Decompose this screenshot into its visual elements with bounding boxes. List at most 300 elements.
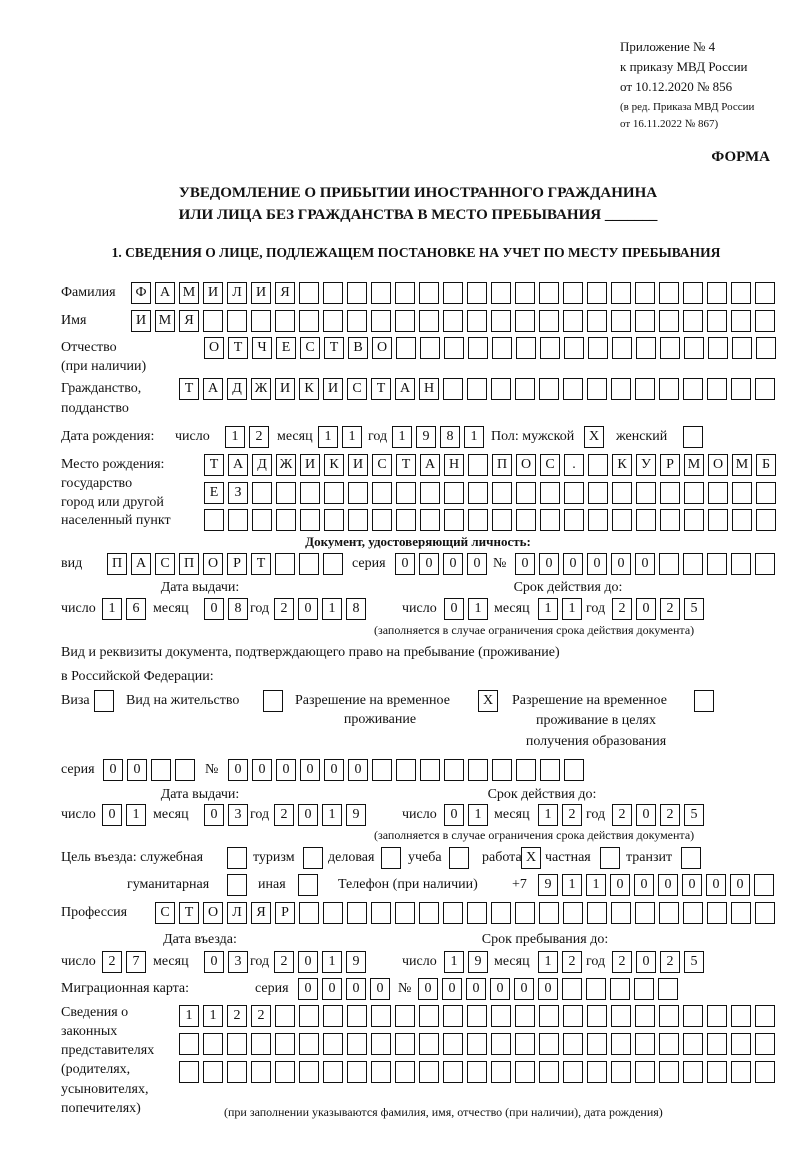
- char-cell[interactable]: У: [636, 454, 656, 476]
- char-cell[interactable]: [612, 509, 632, 531]
- char-cell[interactable]: [491, 282, 511, 304]
- char-cell[interactable]: [708, 509, 728, 531]
- representatives-row-1[interactable]: [179, 1005, 775, 1027]
- char-cell[interactable]: 0: [635, 553, 655, 575]
- char-cell[interactable]: Р: [227, 553, 247, 575]
- purpose-other-checkbox[interactable]: [298, 874, 318, 896]
- checkbox-cell[interactable]: [94, 690, 114, 712]
- char-cell[interactable]: 9: [346, 951, 366, 973]
- checkbox-cell[interactable]: [263, 690, 283, 712]
- representatives-row-2[interactable]: [179, 1033, 775, 1055]
- char-cell[interactable]: [275, 553, 295, 575]
- char-cell[interactable]: [300, 482, 320, 504]
- char-cell[interactable]: Ф: [131, 282, 151, 304]
- char-cell[interactable]: [420, 759, 440, 781]
- char-cell[interactable]: О: [372, 337, 392, 359]
- purpose-official-checkbox[interactable]: [227, 847, 247, 869]
- char-cell[interactable]: [419, 1033, 439, 1055]
- entry-year-field[interactable]: [274, 951, 366, 973]
- char-cell[interactable]: [468, 509, 488, 531]
- char-cell[interactable]: [371, 1005, 391, 1027]
- valid-month-field[interactable]: [538, 804, 582, 826]
- char-cell[interactable]: [660, 337, 680, 359]
- char-cell[interactable]: [227, 1033, 247, 1055]
- char-cell[interactable]: 0: [228, 759, 248, 781]
- char-cell[interactable]: Р: [660, 454, 680, 476]
- char-cell[interactable]: 1: [203, 1005, 223, 1027]
- char-cell[interactable]: [228, 509, 248, 531]
- char-cell[interactable]: 0: [730, 874, 750, 896]
- phone-field[interactable]: [538, 874, 774, 896]
- char-cell[interactable]: 2: [660, 598, 680, 620]
- char-cell[interactable]: 1: [538, 598, 558, 620]
- char-cell[interactable]: И: [203, 282, 223, 304]
- char-cell[interactable]: 2: [660, 804, 680, 826]
- char-cell[interactable]: [683, 378, 703, 400]
- char-cell[interactable]: [611, 1061, 631, 1083]
- char-cell[interactable]: [586, 978, 606, 1000]
- char-cell[interactable]: [323, 1061, 343, 1083]
- char-cell[interactable]: 0: [298, 978, 318, 1000]
- char-cell[interactable]: Я: [251, 902, 271, 924]
- char-cell[interactable]: [755, 282, 775, 304]
- char-cell[interactable]: 0: [443, 553, 463, 575]
- char-cell[interactable]: [635, 282, 655, 304]
- char-cell[interactable]: [300, 509, 320, 531]
- char-cell[interactable]: О: [203, 553, 223, 575]
- char-cell[interactable]: [468, 482, 488, 504]
- char-cell[interactable]: 2: [102, 951, 122, 973]
- char-cell[interactable]: [731, 282, 751, 304]
- char-cell[interactable]: П: [107, 553, 127, 575]
- char-cell[interactable]: [707, 378, 727, 400]
- char-cell[interactable]: [683, 310, 703, 332]
- char-cell[interactable]: [491, 902, 511, 924]
- char-cell[interactable]: [659, 553, 679, 575]
- char-cell[interactable]: И: [251, 282, 271, 304]
- char-cell[interactable]: [491, 378, 511, 400]
- migration-series-field[interactable]: [298, 978, 390, 1000]
- char-cell[interactable]: [467, 282, 487, 304]
- id-kind-field[interactable]: [107, 553, 343, 575]
- char-cell[interactable]: 0: [515, 553, 535, 575]
- checkbox-cell[interactable]: X: [584, 426, 604, 448]
- char-cell[interactable]: 5: [684, 598, 704, 620]
- char-cell[interactable]: 0: [466, 978, 486, 1000]
- char-cell[interactable]: [610, 978, 630, 1000]
- char-cell[interactable]: А: [395, 378, 415, 400]
- checkbox-cell[interactable]: [381, 847, 401, 869]
- char-cell[interactable]: 0: [127, 759, 147, 781]
- char-cell[interactable]: К: [612, 454, 632, 476]
- char-cell[interactable]: [252, 509, 272, 531]
- char-cell[interactable]: [564, 509, 584, 531]
- char-cell[interactable]: 0: [442, 978, 462, 1000]
- char-cell[interactable]: 0: [298, 951, 318, 973]
- char-cell[interactable]: [492, 509, 512, 531]
- char-cell[interactable]: 1: [562, 874, 582, 896]
- char-cell[interactable]: [539, 1033, 559, 1055]
- char-cell[interactable]: 0: [418, 978, 438, 1000]
- char-cell[interactable]: [684, 482, 704, 504]
- char-cell[interactable]: [276, 482, 296, 504]
- char-cell[interactable]: 2: [274, 804, 294, 826]
- char-cell[interactable]: [299, 553, 319, 575]
- until-day-field[interactable]: [444, 951, 488, 973]
- surname-field[interactable]: [131, 282, 775, 304]
- char-cell[interactable]: 0: [324, 759, 344, 781]
- char-cell[interactable]: [732, 482, 752, 504]
- char-cell[interactable]: [323, 1033, 343, 1055]
- char-cell[interactable]: [515, 902, 535, 924]
- checkbox-cell[interactable]: [681, 847, 701, 869]
- checkbox-cell[interactable]: [303, 847, 323, 869]
- char-cell[interactable]: [515, 378, 535, 400]
- char-cell[interactable]: [635, 1061, 655, 1083]
- char-cell[interactable]: 2: [274, 951, 294, 973]
- char-cell[interactable]: 2: [249, 426, 269, 448]
- valid-year-field[interactable]: [612, 598, 704, 620]
- char-cell[interactable]: 1: [225, 426, 245, 448]
- char-cell[interactable]: К: [324, 454, 344, 476]
- char-cell[interactable]: [396, 509, 416, 531]
- char-cell[interactable]: С: [372, 454, 392, 476]
- char-cell[interactable]: 2: [612, 951, 632, 973]
- char-cell[interactable]: [348, 482, 368, 504]
- char-cell[interactable]: [347, 1061, 367, 1083]
- char-cell[interactable]: [563, 902, 583, 924]
- char-cell[interactable]: Т: [204, 454, 224, 476]
- char-cell[interactable]: [516, 759, 536, 781]
- purpose-study-checkbox[interactable]: [449, 847, 469, 869]
- visa-checkbox[interactable]: [94, 690, 114, 712]
- char-cell[interactable]: [635, 1005, 655, 1027]
- char-cell[interactable]: А: [420, 454, 440, 476]
- char-cell[interactable]: [347, 1005, 367, 1027]
- char-cell[interactable]: [636, 337, 656, 359]
- char-cell[interactable]: [372, 759, 392, 781]
- char-cell[interactable]: [587, 1061, 607, 1083]
- char-cell[interactable]: [419, 282, 439, 304]
- char-cell[interactable]: [562, 978, 582, 1000]
- char-cell[interactable]: [443, 902, 463, 924]
- char-cell[interactable]: [468, 337, 488, 359]
- char-cell[interactable]: [563, 310, 583, 332]
- char-cell[interactable]: [683, 1005, 703, 1027]
- char-cell[interactable]: [491, 310, 511, 332]
- char-cell[interactable]: 1: [322, 951, 342, 973]
- char-cell[interactable]: [372, 482, 392, 504]
- char-cell[interactable]: 0: [298, 598, 318, 620]
- char-cell[interactable]: 0: [444, 804, 464, 826]
- char-cell[interactable]: 0: [539, 553, 559, 575]
- char-cell[interactable]: [708, 482, 728, 504]
- char-cell[interactable]: [251, 1061, 271, 1083]
- char-cell[interactable]: А: [131, 553, 151, 575]
- char-cell[interactable]: [467, 1005, 487, 1027]
- char-cell[interactable]: 2: [274, 598, 294, 620]
- char-cell[interactable]: [731, 1033, 751, 1055]
- char-cell[interactable]: [612, 482, 632, 504]
- char-cell[interactable]: [660, 482, 680, 504]
- char-cell[interactable]: 0: [300, 759, 320, 781]
- char-cell[interactable]: [323, 310, 343, 332]
- checkbox-cell[interactable]: [227, 874, 247, 896]
- char-cell[interactable]: С: [540, 454, 560, 476]
- char-cell[interactable]: [347, 902, 367, 924]
- char-cell[interactable]: [684, 509, 704, 531]
- char-cell[interactable]: 2: [227, 1005, 247, 1027]
- char-cell[interactable]: 1: [586, 874, 606, 896]
- char-cell[interactable]: [443, 282, 463, 304]
- char-cell[interactable]: 9: [346, 804, 366, 826]
- char-cell[interactable]: [611, 310, 631, 332]
- char-cell[interactable]: 0: [538, 978, 558, 1000]
- char-cell[interactable]: 1: [468, 598, 488, 620]
- char-cell[interactable]: [420, 337, 440, 359]
- char-cell[interactable]: С: [155, 902, 175, 924]
- char-cell[interactable]: [443, 310, 463, 332]
- char-cell[interactable]: [563, 378, 583, 400]
- char-cell[interactable]: [755, 902, 775, 924]
- char-cell[interactable]: 0: [204, 951, 224, 973]
- char-cell[interactable]: [540, 337, 560, 359]
- char-cell[interactable]: [419, 1061, 439, 1083]
- char-cell[interactable]: [564, 759, 584, 781]
- char-cell[interactable]: [372, 509, 392, 531]
- char-cell[interactable]: [515, 1061, 535, 1083]
- char-cell[interactable]: Л: [227, 282, 247, 304]
- char-cell[interactable]: [659, 1061, 679, 1083]
- char-cell[interactable]: Д: [227, 378, 247, 400]
- char-cell[interactable]: О: [204, 337, 224, 359]
- char-cell[interactable]: П: [492, 454, 512, 476]
- char-cell[interactable]: [755, 1005, 775, 1027]
- char-cell[interactable]: [299, 1061, 319, 1083]
- char-cell[interactable]: Н: [419, 378, 439, 400]
- char-cell[interactable]: [611, 1005, 631, 1027]
- checkbox-cell[interactable]: X: [521, 847, 541, 869]
- char-cell[interactable]: 1: [468, 804, 488, 826]
- char-cell[interactable]: [588, 454, 608, 476]
- char-cell[interactable]: [731, 902, 751, 924]
- char-cell[interactable]: [444, 759, 464, 781]
- char-cell[interactable]: [611, 378, 631, 400]
- char-cell[interactable]: 0: [587, 553, 607, 575]
- char-cell[interactable]: С: [347, 378, 367, 400]
- char-cell[interactable]: 1: [318, 426, 338, 448]
- valid-month-field[interactable]: [538, 598, 582, 620]
- char-cell[interactable]: [444, 509, 464, 531]
- checkbox-cell[interactable]: [449, 847, 469, 869]
- temp-residence-checkbox[interactable]: [478, 690, 498, 712]
- char-cell[interactable]: [492, 759, 512, 781]
- char-cell[interactable]: 1: [444, 951, 464, 973]
- char-cell[interactable]: [564, 337, 584, 359]
- char-cell[interactable]: [635, 902, 655, 924]
- char-cell[interactable]: 1: [342, 426, 362, 448]
- char-cell[interactable]: Я: [179, 310, 199, 332]
- char-cell[interactable]: [443, 1061, 463, 1083]
- char-cell[interactable]: [587, 902, 607, 924]
- char-cell[interactable]: [756, 337, 776, 359]
- birth-year-field[interactable]: [392, 426, 484, 448]
- purpose-work-checkbox[interactable]: [521, 847, 541, 869]
- char-cell[interactable]: [491, 1005, 511, 1027]
- char-cell[interactable]: [515, 1005, 535, 1027]
- char-cell[interactable]: [539, 1061, 559, 1083]
- char-cell[interactable]: [419, 902, 439, 924]
- name-field[interactable]: [131, 310, 775, 332]
- char-cell[interactable]: [299, 902, 319, 924]
- char-cell[interactable]: [754, 874, 774, 896]
- char-cell[interactable]: [540, 509, 560, 531]
- char-cell[interactable]: 1: [322, 804, 342, 826]
- char-cell[interactable]: [179, 1061, 199, 1083]
- char-cell[interactable]: И: [300, 454, 320, 476]
- checkbox-cell[interactable]: [227, 847, 247, 869]
- char-cell[interactable]: [539, 310, 559, 332]
- birthplace-row-2[interactable]: [204, 482, 776, 504]
- char-cell[interactable]: 9: [538, 874, 558, 896]
- char-cell[interactable]: Е: [276, 337, 296, 359]
- migration-number-field[interactable]: [418, 978, 678, 1000]
- char-cell[interactable]: 0: [298, 804, 318, 826]
- char-cell[interactable]: [588, 482, 608, 504]
- checkbox-cell[interactable]: [298, 874, 318, 896]
- char-cell[interactable]: [275, 1005, 295, 1027]
- char-cell[interactable]: О: [203, 902, 223, 924]
- birth-day-field[interactable]: [225, 426, 269, 448]
- char-cell[interactable]: 0: [611, 553, 631, 575]
- char-cell[interactable]: [371, 1033, 391, 1055]
- char-cell[interactable]: [515, 282, 535, 304]
- char-cell[interactable]: [179, 1033, 199, 1055]
- char-cell[interactable]: [707, 1005, 727, 1027]
- char-cell[interactable]: С: [155, 553, 175, 575]
- char-cell[interactable]: [611, 902, 631, 924]
- char-cell[interactable]: Т: [228, 337, 248, 359]
- char-cell[interactable]: [395, 1033, 415, 1055]
- entry-day-field[interactable]: [102, 951, 146, 973]
- char-cell[interactable]: [227, 1061, 247, 1083]
- char-cell[interactable]: [731, 553, 751, 575]
- until-year-field[interactable]: [612, 951, 704, 973]
- char-cell[interactable]: 3: [228, 951, 248, 973]
- char-cell[interactable]: [467, 1033, 487, 1055]
- checkbox-cell[interactable]: [683, 426, 703, 448]
- char-cell[interactable]: 0: [204, 804, 224, 826]
- char-cell[interactable]: [539, 1005, 559, 1027]
- char-cell[interactable]: Т: [179, 378, 199, 400]
- stay-series-field[interactable]: [103, 759, 195, 781]
- char-cell[interactable]: [323, 553, 343, 575]
- profession-field[interactable]: [155, 902, 775, 924]
- char-cell[interactable]: [395, 282, 415, 304]
- char-cell[interactable]: [539, 378, 559, 400]
- char-cell[interactable]: [731, 1061, 751, 1083]
- id-series-field[interactable]: [395, 553, 487, 575]
- issue-year-field[interactable]: [274, 804, 366, 826]
- char-cell[interactable]: Я: [275, 282, 295, 304]
- char-cell[interactable]: И: [348, 454, 368, 476]
- char-cell[interactable]: [587, 378, 607, 400]
- char-cell[interactable]: [420, 509, 440, 531]
- char-cell[interactable]: А: [155, 282, 175, 304]
- char-cell[interactable]: 0: [348, 759, 368, 781]
- char-cell[interactable]: [563, 282, 583, 304]
- char-cell[interactable]: 0: [370, 978, 390, 1000]
- char-cell[interactable]: [707, 310, 727, 332]
- char-cell[interactable]: О: [516, 454, 536, 476]
- char-cell[interactable]: [731, 310, 751, 332]
- representatives-row-3[interactable]: [179, 1061, 775, 1083]
- birthplace-row-3[interactable]: [204, 509, 776, 531]
- char-cell[interactable]: [755, 310, 775, 332]
- char-cell[interactable]: [516, 337, 536, 359]
- char-cell[interactable]: [707, 1061, 727, 1083]
- char-cell[interactable]: [348, 509, 368, 531]
- char-cell[interactable]: [371, 310, 391, 332]
- char-cell[interactable]: [203, 1061, 223, 1083]
- char-cell[interactable]: 0: [682, 874, 702, 896]
- char-cell[interactable]: К: [299, 378, 319, 400]
- char-cell[interactable]: 5: [684, 804, 704, 826]
- char-cell[interactable]: [347, 310, 367, 332]
- char-cell[interactable]: 0: [204, 598, 224, 620]
- char-cell[interactable]: [323, 1005, 343, 1027]
- char-cell[interactable]: 8: [346, 598, 366, 620]
- char-cell[interactable]: О: [708, 454, 728, 476]
- char-cell[interactable]: [395, 1061, 415, 1083]
- char-cell[interactable]: 0: [276, 759, 296, 781]
- char-cell[interactable]: [324, 509, 344, 531]
- char-cell[interactable]: [659, 902, 679, 924]
- char-cell[interactable]: Т: [179, 902, 199, 924]
- char-cell[interactable]: М: [155, 310, 175, 332]
- char-cell[interactable]: [683, 282, 703, 304]
- char-cell[interactable]: [227, 310, 247, 332]
- char-cell[interactable]: [395, 1005, 415, 1027]
- char-cell[interactable]: [611, 282, 631, 304]
- char-cell[interactable]: 0: [102, 804, 122, 826]
- char-cell[interactable]: 2: [562, 951, 582, 973]
- char-cell[interactable]: Т: [371, 378, 391, 400]
- char-cell[interactable]: 0: [103, 759, 123, 781]
- char-cell[interactable]: 0: [322, 978, 342, 1000]
- char-cell[interactable]: 0: [634, 874, 654, 896]
- char-cell[interactable]: [419, 310, 439, 332]
- char-cell[interactable]: Е: [204, 482, 224, 504]
- residence-permit-checkbox[interactable]: [263, 690, 283, 712]
- char-cell[interactable]: [251, 1033, 271, 1055]
- char-cell[interactable]: Т: [251, 553, 271, 575]
- char-cell[interactable]: [467, 1061, 487, 1083]
- char-cell[interactable]: [515, 310, 535, 332]
- char-cell[interactable]: 0: [636, 951, 656, 973]
- char-cell[interactable]: [587, 310, 607, 332]
- char-cell[interactable]: И: [131, 310, 151, 332]
- char-cell[interactable]: А: [203, 378, 223, 400]
- char-cell[interactable]: [635, 1033, 655, 1055]
- char-cell[interactable]: И: [323, 378, 343, 400]
- char-cell[interactable]: 0: [636, 598, 656, 620]
- char-cell[interactable]: 2: [562, 804, 582, 826]
- issue-month-field[interactable]: [204, 804, 248, 826]
- char-cell[interactable]: [684, 337, 704, 359]
- char-cell[interactable]: Ж: [251, 378, 271, 400]
- char-cell[interactable]: [756, 482, 776, 504]
